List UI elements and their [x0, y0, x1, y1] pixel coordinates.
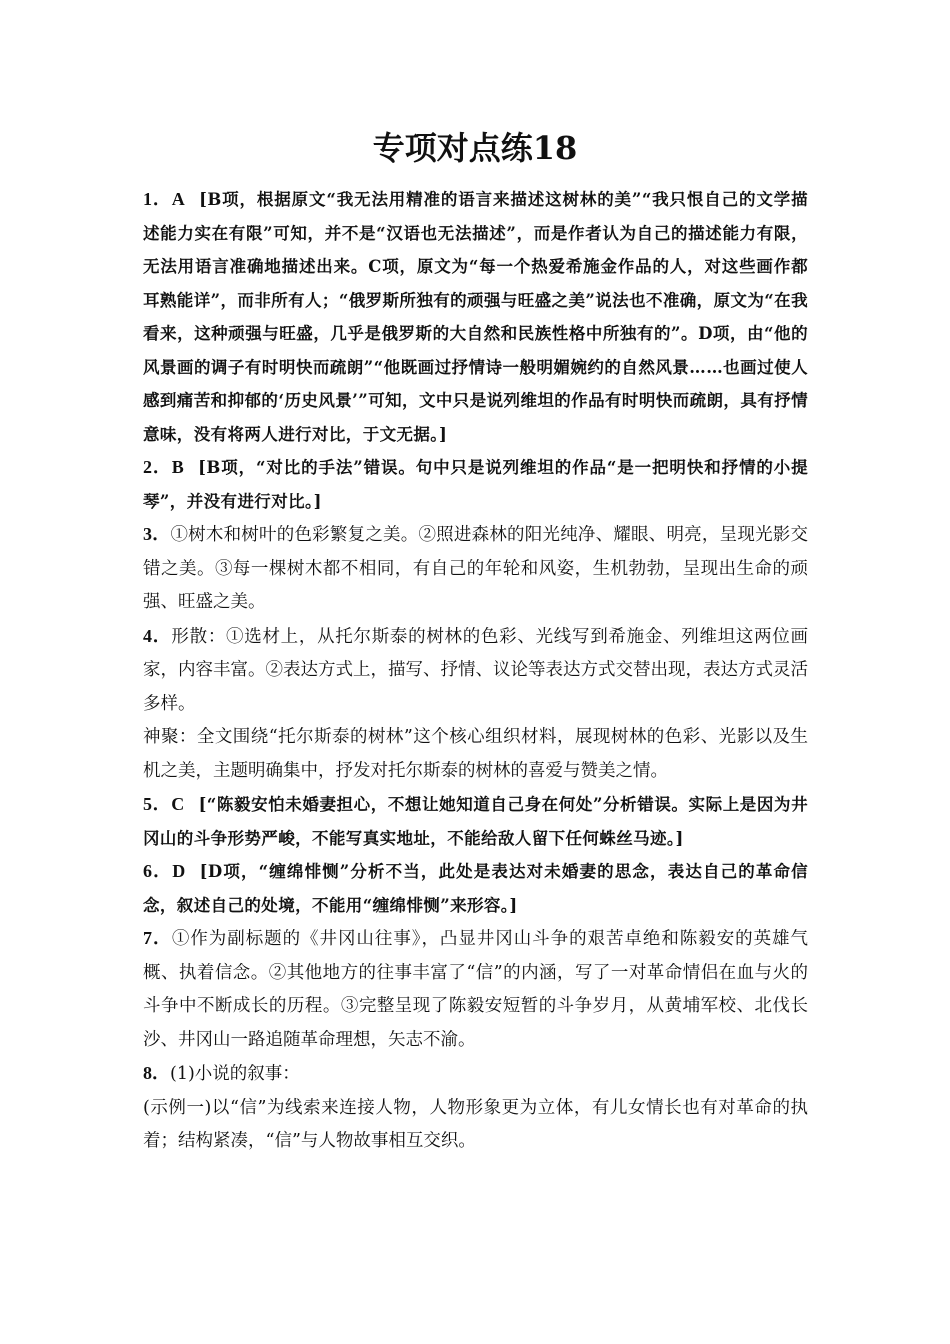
answer-text: (示例一)以“信”为线索来连接人物，人物形象更为立体，有儿女情长也有对革命的执着；结构紧凑，“信”与人物故事相互交织。	[143, 1097, 808, 1151]
answer-number: 7．	[143, 928, 172, 948]
answer-number: 6．D	[143, 861, 186, 881]
answer-8	[143, 1057, 808, 1092]
answer-number: 4．	[143, 625, 172, 646]
answer-text: ①树木和树叶的色彩繁复之美。②照进森林的阳光纯净、耀眼、明亮，呈现光影交错之美。③每一棵树木都不相同，有自己的年轮和风姿，生机勃勃，呈现出生命的顽强、旺盛之美。	[143, 525, 809, 612]
answer-number: 3．	[143, 524, 171, 544]
answer-text: [B项，根据原文“我无法用精准的语言来描述这树林的美”“我只恨自己的文学描述能力实在有限”可知，并不是“汉语也无法描述”，而是作者认为自己的描述能力有限，无法用语言准确地描述出来。C项，原文为“每一个热爱希施金作品的人，对这些画作都耳熟能详”，而非所有人；“俄罗斯所独有的顽强与旺盛之美”说法也不准确，原文为“在我看来，这种顽强与旺盛，几乎是俄罗斯的大自然和民族性格中所独有的”。D项，由“他的风景画的调子有时明快而疏朗”“他既画过抒情诗一般明媚婉约的自然风景……也画过使人感到痛苦和抑郁的‘历史风景’”可知，文中只是说列维坦的作品有时明快而疏朗，具有抒情意味，没有将两人进行对比，于文无据。]	[143, 190, 808, 444]
answer-1	[143, 183, 808, 451]
answer-text: 形散：①选材上，从托尔斯泰的树林的色彩、光线写到希施金、列维坦这两位画家，内容丰富。②表达方式上，描写、抒情、议论等表达方式交替出现，表达方式灵活多样。	[143, 626, 809, 714]
answer-2	[143, 451, 808, 518]
answer-number: 8．	[143, 1063, 170, 1083]
answer-7	[143, 922, 808, 1057]
answer-list	[143, 183, 808, 1159]
answer-5	[143, 788, 808, 855]
answer-8-example	[143, 1092, 808, 1159]
page-title: 专项对点练18	[372, 129, 578, 167]
answer-text: [B项，“对比的手法”错误。句中只是说列维坦的作品“是一把明快和抒情的小提琴”，并没有进行对比。]	[143, 458, 808, 511]
answer-number: 5．C	[143, 794, 185, 814]
answer-number: 1．A	[143, 189, 186, 209]
answer-6	[143, 855, 808, 922]
answer-number: 2．B	[143, 457, 185, 477]
answer-3	[143, 518, 808, 620]
answer-text: ①作为副标题的《井冈山往事》，凸显井冈山斗争的艰苦卓绝和陈毅安的英雄气概、执着信念。②其他地方的往事丰富了“信”的内涵，写了一对革命情侣在血与火的斗争中不断成长的历程。③完整呈现了陈毅安短暂的斗争岁月，从黄埔军校、北伐长沙、井冈山一路追随革命理想，矢志不渝。	[143, 929, 809, 1050]
answer-text: 神聚：全文围绕“托尔斯泰的树林”这个核心组织材料，展现树林的色彩、光影以及生机之美，主题明确集中，抒发对托尔斯泰的树林的喜爱与赞美之情。	[143, 727, 808, 781]
answer-4-continued	[143, 721, 808, 788]
answer-text: (1)小说的叙事：	[170, 1064, 300, 1084]
answer-4	[143, 620, 808, 722]
answer-text: [D项，“缠绵悱恻”分析不当，此处是表达对未婚妻的思念，表达自己的革命信念，叙述自己的处境，不能用“缠绵悱恻”来形容。]	[143, 862, 809, 915]
answer-text: [“陈毅安怕未婚妻担心，不想让她知道自己身在何处”分析错误。实际上是因为井冈山的斗争形势严峻，不能写真实地址，不能给敌人留下任何蛛丝马迹。]	[143, 795, 808, 848]
